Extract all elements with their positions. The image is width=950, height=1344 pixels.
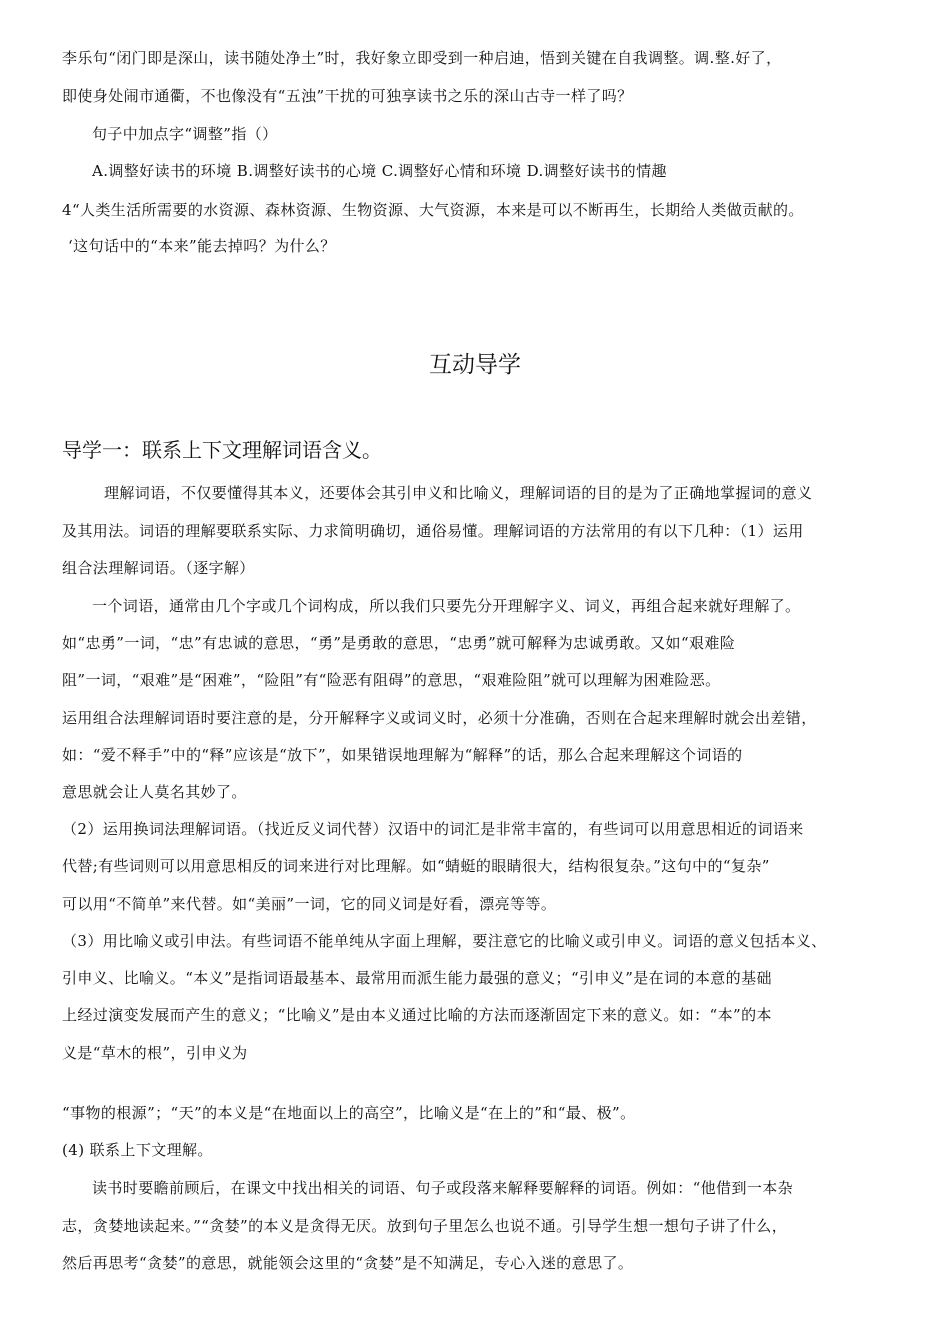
paragraph-line: 可以用“不简单”来代替。如“美丽”一词，它的同义词是好看，漂亮等等。 xyxy=(62,895,557,913)
question-4: 4“人类生活所需要的水资源、森林资源、生物资源、大气资源，本来是可以不断再生，长期给人类做贡献的。 xyxy=(62,201,804,219)
paragraph-line: 及其用法。词语的理解要联系实际、力求简明确切，通俗易懂。理解词语的方法常用的有以下几种：（1）运用 xyxy=(62,522,804,540)
text-line: 即使身处闹市通衢，不也像没有“五浊”干扰的可独享读书之乐的深山古寺一样了吗？ xyxy=(62,87,633,105)
paragraph-line: 志，贪婪地读起来。”“贪婪”的本义是贪得无厌。放到句子里怎么也说不通。引导学生想一想句子讲了什么， xyxy=(62,1217,788,1235)
paragraph-line: “事物的根源”；“天”的本义是“在地面以上的高空”，比喻义是“在上的”和“最、极”。 xyxy=(62,1104,636,1122)
paragraph-line: 然后再思考“贪婪”的意思，就能领会这里的“贪婪”是不知满足，专心入迷的意思了。 xyxy=(62,1254,634,1272)
paragraph-line: 理解词语，不仅要懂得其本义，还要体会其引申义和比喻义，理解词语的目的是为了正确地掌握词的意义 xyxy=(104,484,813,502)
paragraph-line: 义是“草木的根”，引申义为 xyxy=(62,1044,248,1062)
paragraph-line: 阻”一词，“艰难”是“困难”，“险阻”有“险恶有阻碍”的意思，“艰难险阻”就可以理解为困难险恶。 xyxy=(62,671,721,689)
answer-options: A.调整好读书的环境 B.调整好读书的心境 C.调整好心情和环境 D.调整好读书的情趣 xyxy=(92,162,667,180)
page-title: 互动导学 xyxy=(429,352,521,378)
text-line: 李乐句“闭门即是深山，读书随处净土”时，我好象立即受到一种启迪，悟到关键在自我调整。调.整.好了， xyxy=(62,49,782,67)
question-prompt: 句子中加点字“调整”指（） xyxy=(92,125,278,143)
paragraph-line: 读书时要瞻前顾后，在课文中找出相关的词语、句子或段落来解释要解释的词语。例如：“他借到一本杂 xyxy=(92,1179,794,1197)
paragraph-line: 组合法理解词语。（逐字解） xyxy=(62,559,255,577)
section-heading: 导学一：联系上下文理解词语含义。 xyxy=(62,438,382,462)
paragraph-line: （2）运用换词法理解词语。（找近反义词代替）汉语中的词汇是非常丰富的，有些词可以用意思相近的词语来 xyxy=(62,820,804,838)
question-4-continued: ‘这句话中的“本来”能去掉吗？为什么？ xyxy=(68,237,336,255)
paragraph-line: 上经过演变发展而产生的意义；“比喻义”是由本义通过比喻的方法而逐渐固定下来的意义。如：“本”的本 xyxy=(62,1006,772,1024)
paragraph-line: 代替;有些词则可以用意思相反的词来进行对比理解。如“蜻蜓的眼睛很大，结构很复杂。”这句中的“复杂” xyxy=(62,857,770,875)
paragraph-line: 运用组合法理解词语时要注意的是，分开解释字义或词义时，必须十分准确，否则在合起来理解时就会出差错， xyxy=(62,709,817,727)
paragraph-line: 一个词语，通常由几个字或几个词构成，所以我们只要先分开理解字义、词义，再组合起来就好理解了。 xyxy=(92,597,801,615)
paragraph-line: (4) 联系上下文理解。 xyxy=(62,1141,213,1159)
paragraph-line: （3）用比喻义或引申法。有些词语不能单纯从字面上理解，要注意它的比喻义或引申义。词语的意义包括本义、 xyxy=(62,932,827,950)
paragraph-line: 引申义、比喻义。“本义”是指词语最基本、最常用而派生能力最强的意义；“引申义”是在词的本意的基础 xyxy=(62,969,772,987)
paragraph-line: 如：“爱不释手”中的“释”应该是“放下”，如果错误地理解为“解释”的话，那么合起来理解这个词语的 xyxy=(62,746,743,764)
paragraph-line: 如“忠勇”一词，“忠”有忠诚的意思，“勇”是勇敢的意思，“忠勇”就可解释为忠诚勇敢。又如“艰难险 xyxy=(62,634,736,652)
paragraph-line: 意思就会让人莫名其妙了。 xyxy=(62,783,247,801)
